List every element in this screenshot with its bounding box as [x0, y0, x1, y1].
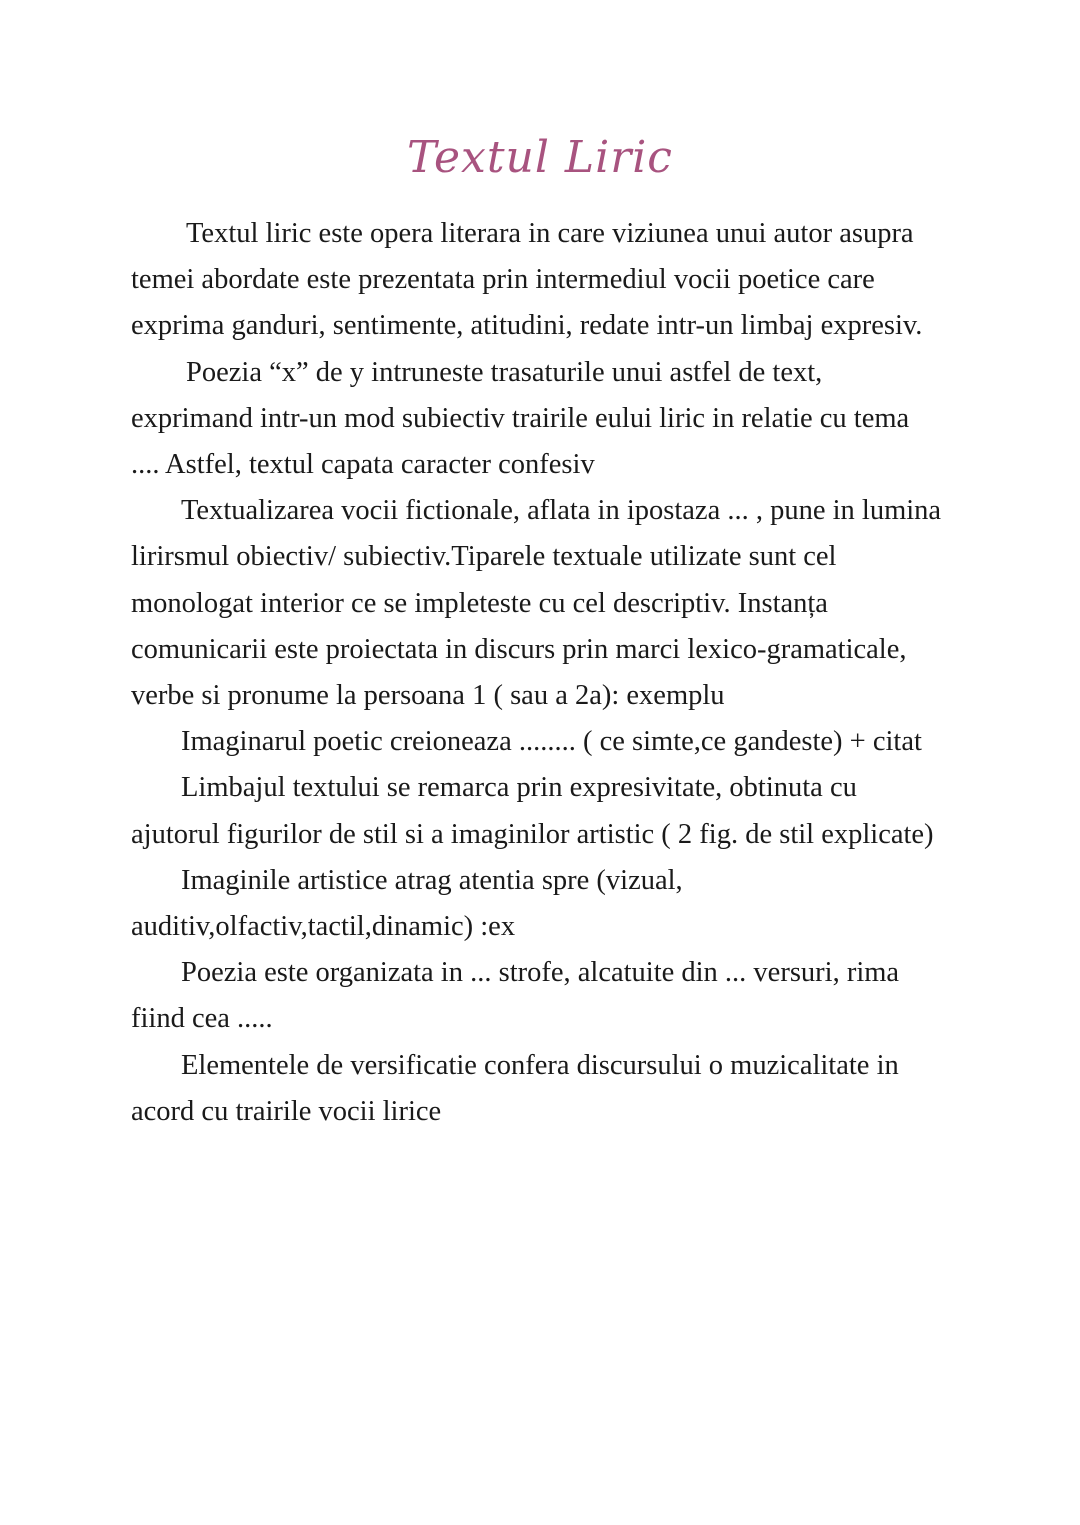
text-line: Textul liric este opera literara in care viziunea unui autor asupra	[186, 218, 914, 249]
text-line: fiind cea .....	[131, 1003, 273, 1035]
text-line: Poezia “x” de y intruneste trasaturile unui astfel de text,	[186, 356, 823, 388]
text-line: monologat interior ce se impleteste cu cel descriptiv. Instanța	[131, 587, 828, 619]
page-title: Textul Liric	[407, 132, 673, 183]
text-line: auditiv,olfactiv,tactil,dinamic) :ex	[131, 911, 516, 943]
text-line: ajutorul figurilor de stil si a imaginilor artistic ( 2 fig. de stil explicate)	[131, 818, 934, 850]
text-line: Imaginarul poetic creioneaza ........ ( ce simte,ce gandeste) + citat	[181, 726, 922, 758]
text-line: comunicarii este proiectata in discurs prin marci lexico-gramaticale,	[131, 633, 907, 665]
text-line: verbe si pronume la persoana 1 ( sau a 2a): exemplu	[131, 680, 725, 712]
text-line: exprima ganduri, sentimente, atitudini, redate intr-un limbaj expresiv.	[131, 310, 923, 342]
text-line: Limbajul textului se remarca prin expresivitate, obtinuta cu	[181, 772, 857, 804]
text-line: Elementele de versificatie confera discursului o muzicalitate in	[181, 1049, 899, 1081]
text-line: Poezia este organizata in ... strofe, alcatuite din ... versuri, rima	[181, 957, 900, 989]
text-line: exprimand intr-un mod subiectiv trairile eului liric in relatie cu tema	[131, 402, 910, 434]
text-line: Imaginile artistice atrag atentia spre (vizual,	[181, 864, 683, 896]
text-line: Textualizarea vocii fictionale, aflata in ipostaza ... , pune in lumina	[181, 495, 942, 527]
text-line: .... Astfel, textul capata caracter confesiv	[131, 449, 595, 481]
text-line: acord cu trairile vocii lirice	[131, 1095, 442, 1127]
text-line: temei abordate este prezentata prin intermediul vocii poetice care	[131, 264, 875, 296]
text-line: lirirsmul obiectiv/ subiectiv.Tiparele textuale utilizate sunt cel	[131, 541, 837, 573]
document-body	[131, 211, 961, 1135]
